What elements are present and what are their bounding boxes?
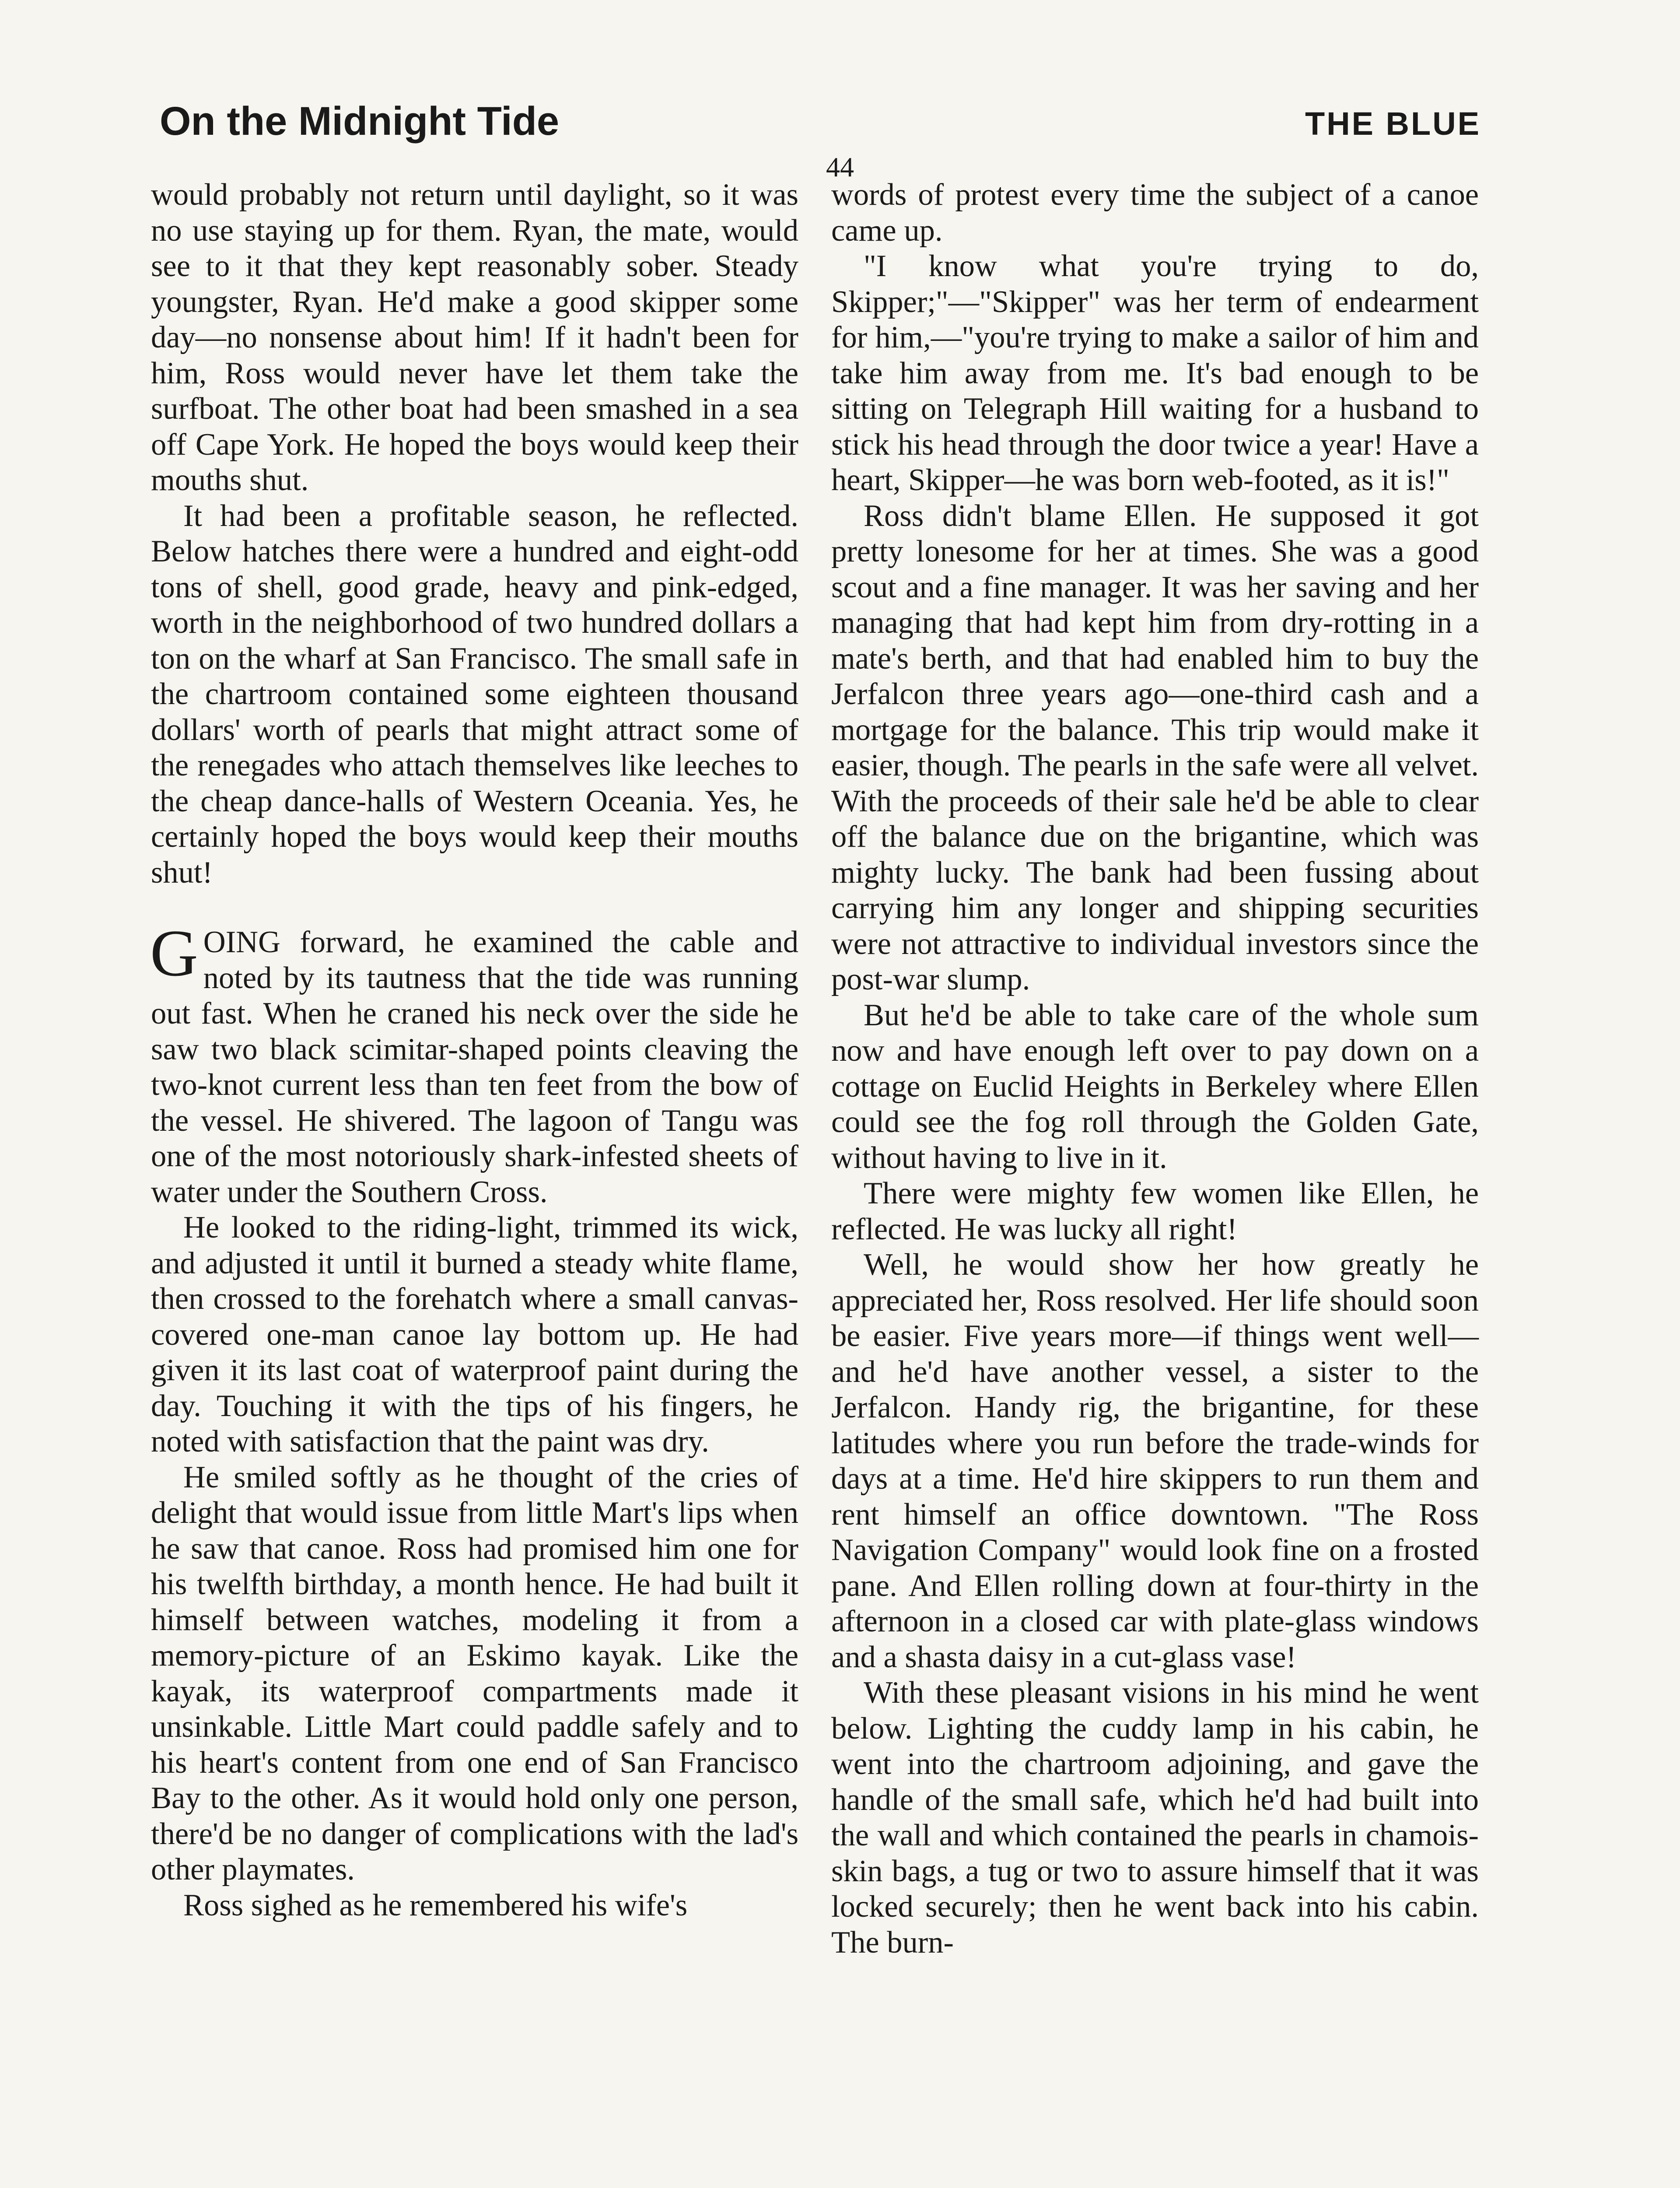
paragraph: There were mighty few women like Ellen, he reflected. He was lucky all right! [831, 1176, 1479, 1246]
paragraph: words of protest every time the subject of a canoe came up. [831, 178, 1479, 248]
paragraph: But he'd be able to take care of the whole sum now and have enough left over to pay down on a cottage on Euclid Heights in Berkeley where Ellen could see the fog roll through the Golden Gate, without having to live in it. [831, 998, 1479, 1175]
paragraph: He looked to the riding-light, trimmed its wick, and adjusted it until it burned a steady white flame, then crossed to the forehatch where a small canvas-covered one-man canoe lay bottom up. He had given it its last coat of waterproof paint during the day. Touching it with the tips of his fingers, he noted with satisfaction that the paint was dry. [151, 1210, 798, 1459]
paragraph: With these pleasant visions in his mind he went below. Lighting the cuddy lamp in his cabin, he went into the chartroom adjoining, and gave the handle of the small safe, which he'd had built into the wall and which contained the pearls in chamois-skin bags, a tug or two to assure himself that it was locked securely; then he went back into his cabin. The burn- [831, 1676, 1479, 1960]
paragraph: Ross sighed as he remembered his wife's [183, 1888, 688, 1922]
paragraph: "I know what you're trying to do, Skipper;"—"Skipper" was her term of endearment for him,—"you're trying to make a sailor of him and take him away from me. It's bad enough to be sitting on Telegraph Hill waiting for a husband to stick his head through the door twice a year! Have a heart, Skipper—he was born web-footed, as it is!" [831, 249, 1479, 497]
right-column [831, 177, 1479, 1960]
paragraph-dropcap [150, 916, 798, 1210]
paragraph: He smiled softly as he thought of the cries of delight that would issue from little Mart's lips when he saw that canoe. Ross had promised him one for his twelfth birthday, a month hence. He had built it himself between watches, modeling it from a memory-picture of an Eskimo kayak. Like the kayak, its waterproof compartments made it unsinkable. Little Mart could paddle safely and to his heart's content from one end of San Francisco Bay to the other. As it would hold only one person, there'd be no danger of complications with the lad's other playmates. [151, 1460, 798, 1886]
paragraph: Ross didn't blame Ellen. He supposed it got pretty lonesome for her at times. She was a good scout and a fine manager. It was her saving and her managing that had kept him from dry-rotting in a mate's berth, and that had enabled him to buy the Jerfalcon three years ago—one-third cash and a mortgage for the balance. This trip would make it easier, though. The pearls in the safe were all velvet. With the proceeds of their sale he'd be able to clear off the balance due on the brigantine, which was mighty lucky. The bank had been fussing about carrying him any longer and shipping securities were not attractive to individual investors since the post-war slump. [831, 498, 1479, 996]
paragraph: It had been a profitable season, he reflected. Below hatches there were a hundred and eight-odd tons of shell, good grade, heavy and pink-edged, worth in the neighborhood of two hundred dollars a ton on the wharf at San Francisco. The small safe in the chartroom contained some eighteen thousand dollars' worth of pearls that might attract some of the renegades who attach themselves like leeches to the cheap dance-halls of Western Oceania. Yes, he certainly hoped the boys would keep their mouths shut! [151, 498, 798, 890]
paragraph-text: OING forward, he examined the cable and noted by its tautness that the tide was running out fast. When he craned his neck over the side he saw two black scimitar-shaped points cleaving the two-knot current less than ten feet from the bow of the vessel. He shivered. The lagoon of Tangu was one of the most notoriously shark-infested sheets of water under the Southern Cross. [151, 925, 798, 1209]
page-number: 44 [826, 151, 854, 182]
story-title: On the Midnight Tide [160, 99, 560, 144]
paragraph: Well, he would show her how greatly he appreciated her, Ross resolved. Her life should soon be easier. Five years more—if things went well—and he'd have another vessel, a sister to the Jerfalcon. Handy rig, the brigantine, for these latitudes where you run before the trade-winds for days at a time. He'd hire skippers to run them and rent himself an office downtown. "The Ross Navigation Company" would look fine on a frosted pane. And Ellen rolling down at four-thirty in the afternoon in a closed car with plate-glass windows and a shasta daisy in a cut-glass vase! [831, 1248, 1479, 1674]
drop-cap: G [150, 916, 198, 990]
left-column [151, 177, 798, 1923]
paragraph: would probably not return until daylight, so it was no use staying up for them. Ryan, the mate, would see to it that they kept reasonably sober. Steady youngster, Ryan. He'd make a good skipper some day—no nonsense about him! If it hadn't been for him, Ross would never have let them take the surfboat. The other boat had been smashed in a sea off Cape York. He hoped the boys would keep their mouths shut. [151, 178, 798, 497]
page-header [160, 98, 1481, 144]
magazine-name: THE BLUE [1305, 105, 1481, 142]
